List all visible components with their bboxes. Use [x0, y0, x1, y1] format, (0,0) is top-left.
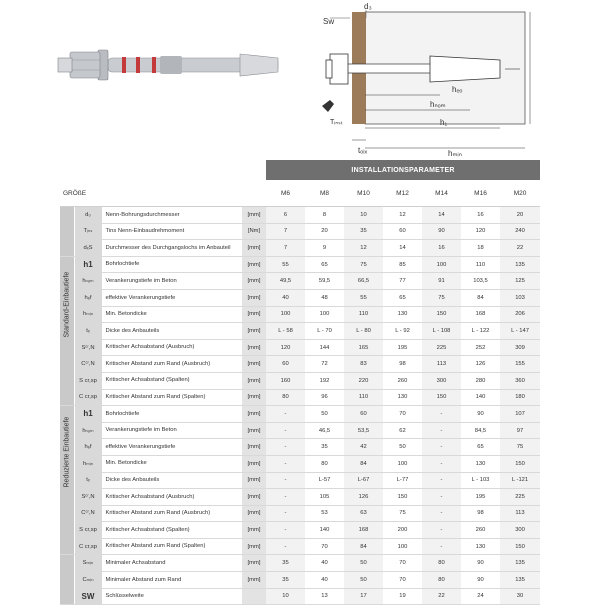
value-m8: 40: [305, 572, 344, 589]
label-hef: hₑₒ: [452, 85, 463, 94]
size-label: GRÖßE: [60, 180, 102, 207]
value-m20: 240: [500, 223, 540, 240]
table-row: [60, 339, 540, 356]
value-m12: 65: [383, 289, 422, 306]
label-hnom: hₙₒₘ: [430, 100, 446, 109]
value-m14: 75: [422, 289, 461, 306]
value-m14: 14: [422, 207, 461, 224]
param-description: Kritischer Achsabstand (Spalten): [102, 372, 242, 389]
value-m16: 84: [461, 289, 500, 306]
value-m6: -: [266, 538, 305, 555]
value-m12: L-77: [383, 472, 422, 489]
value-m14: -: [422, 522, 461, 539]
value-m6: -: [266, 472, 305, 489]
param-symbol: hₘᵢₙ: [74, 306, 102, 323]
value-m6: -: [266, 522, 305, 539]
param-description: Durchmesser des Durchgangslochs im Anbauteil: [102, 240, 242, 257]
param-description: Dicke des Anbauteils: [102, 472, 242, 489]
table-row: [60, 555, 540, 572]
value-m12: 62: [383, 422, 422, 439]
value-m16: 126: [461, 356, 500, 373]
value-m20: L -121: [500, 472, 540, 489]
param-unit: [mm]: [242, 289, 266, 306]
table-row: [60, 256, 540, 273]
param-unit: [mm]: [242, 339, 266, 356]
label-hmin: hₘᵢₙ: [448, 149, 462, 158]
param-symbol: Cᶜʳ,N: [74, 505, 102, 522]
value-m20: 107: [500, 406, 540, 423]
installation-drawing: [322, 2, 530, 158]
param-symbol: tₓ: [74, 323, 102, 340]
value-m20: 103: [500, 289, 540, 306]
group-label-cell: [60, 406, 74, 555]
value-m10: 50: [344, 572, 383, 589]
param-symbol: S cr,sp: [74, 522, 102, 539]
value-m6: -: [266, 489, 305, 506]
value-m12: 100: [383, 538, 422, 555]
param-symbol: SW: [74, 588, 102, 605]
param-symbol: hₑf: [74, 289, 102, 306]
value-m10: 168: [344, 522, 383, 539]
value-m10: 35: [344, 223, 383, 240]
group-label-cell: [60, 207, 74, 257]
param-symbol: Tᵢₙₛ: [74, 223, 102, 240]
value-m12: 75: [383, 505, 422, 522]
value-m12: 150: [383, 489, 422, 506]
value-m16: 65: [461, 439, 500, 456]
label-tfix: tₒᵢₓ: [358, 146, 368, 155]
value-m20: 309: [500, 339, 540, 356]
value-m16: L - 103: [461, 472, 500, 489]
value-m12: 260: [383, 372, 422, 389]
value-m16: 120: [461, 223, 500, 240]
param-unit: [mm]: [242, 472, 266, 489]
value-m10: 17: [344, 588, 383, 605]
param-unit: [mm]: [242, 240, 266, 257]
value-m6: 40: [266, 289, 305, 306]
param-description: Tins Nenn-Einbaudrehmoment: [102, 223, 242, 240]
value-m14: -: [422, 472, 461, 489]
value-m10: L-67: [344, 472, 383, 489]
value-m12: L - 92: [383, 323, 422, 340]
param-description: Schlüsselweite: [102, 588, 242, 605]
value-m8: 105: [305, 489, 344, 506]
param-description: Kritischer Abstand zum Rand (Ausbruch): [102, 505, 242, 522]
param-unit: [mm]: [242, 389, 266, 406]
size-m10: M10: [344, 180, 383, 207]
value-m6: 6: [266, 207, 305, 224]
table-row: [60, 522, 540, 539]
param-description: Minimaler Achsabstand: [102, 555, 242, 572]
anchor-bolt-photo: [58, 50, 278, 80]
value-m10: L - 80: [344, 323, 383, 340]
value-m20: 300: [500, 522, 540, 539]
value-m16: 90: [461, 572, 500, 589]
param-symbol: S cr,sp: [74, 372, 102, 389]
value-m6: 7: [266, 240, 305, 257]
param-unit: [mm]: [242, 538, 266, 555]
param-symbol: hₙₒₘ: [74, 422, 102, 439]
param-unit: [mm]: [242, 273, 266, 290]
value-m8: 13: [305, 588, 344, 605]
value-m16: 90: [461, 406, 500, 423]
value-m14: 113: [422, 356, 461, 373]
param-unit: [mm]: [242, 572, 266, 589]
value-m20: 113: [500, 505, 540, 522]
value-m16: 16: [461, 207, 500, 224]
label-df: d₃: [364, 2, 372, 11]
value-m16: 195: [461, 489, 500, 506]
value-m20: 155: [500, 356, 540, 373]
value-m8: 192: [305, 372, 344, 389]
value-m10: 75: [344, 256, 383, 273]
table-row: [60, 372, 540, 389]
value-m16: 24: [461, 588, 500, 605]
size-m14: M14: [422, 180, 461, 207]
param-unit: [mm]: [242, 439, 266, 456]
value-m12: 195: [383, 339, 422, 356]
value-m20: 125: [500, 273, 540, 290]
value-m12: 100: [383, 455, 422, 472]
value-m10: 60: [344, 406, 383, 423]
value-m20: 360: [500, 372, 540, 389]
value-m6: -: [266, 505, 305, 522]
value-m14: -: [422, 455, 461, 472]
table-row: [60, 306, 540, 323]
value-m6: -: [266, 439, 305, 456]
param-symbol: hₑf: [74, 439, 102, 456]
param-symbol: Cₘᵢₙ: [74, 572, 102, 589]
value-m8: 144: [305, 339, 344, 356]
value-m6: -: [266, 455, 305, 472]
param-description: Bohrlochtiefe: [102, 256, 242, 273]
value-m10: 66,5: [344, 273, 383, 290]
param-unit: [mm]: [242, 372, 266, 389]
value-m8: 96: [305, 389, 344, 406]
value-m10: 83: [344, 356, 383, 373]
value-m8: 48: [305, 289, 344, 306]
value-m14: 300: [422, 372, 461, 389]
value-m14: -: [422, 422, 461, 439]
table-row: [60, 439, 540, 456]
group-label: Standard-Einbautiefe: [63, 272, 71, 338]
value-m12: 85: [383, 256, 422, 273]
param-unit: [mm]: [242, 505, 266, 522]
table-row: [60, 240, 540, 257]
param-unit: [Nm]: [242, 223, 266, 240]
value-m16: 110: [461, 256, 500, 273]
param-description: Bohrlochtiefe: [102, 406, 242, 423]
param-symbol: tₓ: [74, 472, 102, 489]
value-m12: 77: [383, 273, 422, 290]
value-m10: 84: [344, 455, 383, 472]
param-symbol: h1: [74, 406, 102, 423]
value-m6: 35: [266, 572, 305, 589]
value-m8: 72: [305, 356, 344, 373]
value-m20: 180: [500, 389, 540, 406]
param-symbol: h1: [74, 256, 102, 273]
value-m8: 8: [305, 207, 344, 224]
table-row: [60, 455, 540, 472]
value-m14: 16: [422, 240, 461, 257]
value-m20: 135: [500, 256, 540, 273]
param-unit: [mm]: [242, 356, 266, 373]
param-symbol: Sₘᵢₙ: [74, 555, 102, 572]
value-m10: 50: [344, 555, 383, 572]
value-m16: 103,5: [461, 273, 500, 290]
value-m8: 140: [305, 522, 344, 539]
value-m16: 140: [461, 389, 500, 406]
value-m6: 100: [266, 306, 305, 323]
size-header-blank: [102, 180, 266, 207]
param-unit: [mm]: [242, 555, 266, 572]
value-m8: 65: [305, 256, 344, 273]
value-m16: 84,5: [461, 422, 500, 439]
value-m6: 35: [266, 555, 305, 572]
value-m12: 70: [383, 555, 422, 572]
value-m6: 10: [266, 588, 305, 605]
param-symbol: C cr,sp: [74, 538, 102, 555]
value-m10: 53,5: [344, 422, 383, 439]
param-symbol: dₓS: [74, 240, 102, 257]
value-m8: L - 70: [305, 323, 344, 340]
value-m12: 70: [383, 572, 422, 589]
value-m6: -: [266, 422, 305, 439]
value-m20: 135: [500, 555, 540, 572]
table-row: [60, 389, 540, 406]
param-symbol: d₀: [74, 207, 102, 224]
value-m12: 200: [383, 522, 422, 539]
value-m8: 80: [305, 455, 344, 472]
param-description: Kritischer Abstand zum Rand (Spalten): [102, 389, 242, 406]
value-m8: 50: [305, 406, 344, 423]
param-symbol: C cr,sp: [74, 389, 102, 406]
value-m14: 225: [422, 339, 461, 356]
value-m12: 19: [383, 588, 422, 605]
table-row: [60, 472, 540, 489]
value-m20: 20: [500, 207, 540, 224]
param-unit: [mm]: [242, 406, 266, 423]
value-m6: -: [266, 406, 305, 423]
value-m6: 7: [266, 223, 305, 240]
value-m16: 168: [461, 306, 500, 323]
param-description: Verankerungstiefe im Beton: [102, 422, 242, 439]
group-label-cell: [60, 555, 74, 605]
param-symbol: Sᶜʳ,N: [74, 339, 102, 356]
size-m16: M16: [461, 180, 500, 207]
table-row: [60, 223, 540, 240]
value-m20: 150: [500, 538, 540, 555]
value-m14: -: [422, 406, 461, 423]
value-m10: 84: [344, 538, 383, 555]
value-m6: 120: [266, 339, 305, 356]
value-m20: 150: [500, 455, 540, 472]
value-m8: 53: [305, 505, 344, 522]
label-h1: h₁: [440, 118, 448, 127]
value-m8: 70: [305, 538, 344, 555]
group-label-cell: [60, 256, 74, 405]
value-m20: 135: [500, 572, 540, 589]
value-m6: L - 58: [266, 323, 305, 340]
value-m14: 91: [422, 273, 461, 290]
param-description: Minimaler Abstand zum Rand: [102, 572, 242, 589]
value-m14: -: [422, 538, 461, 555]
table-row: [60, 323, 540, 340]
value-m12: 130: [383, 306, 422, 323]
value-m14: 90: [422, 223, 461, 240]
table-row: [60, 406, 540, 423]
value-m16: 252: [461, 339, 500, 356]
size-m20: M20: [500, 180, 540, 207]
param-description: effektive Verankerungstiefe: [102, 289, 242, 306]
value-m12: 70: [383, 406, 422, 423]
value-m16: 98: [461, 505, 500, 522]
value-m20: 206: [500, 306, 540, 323]
installation-parameter-table: [60, 160, 540, 605]
value-m8: 100: [305, 306, 344, 323]
label-tinst: Tᵢₙₛₜ: [330, 119, 343, 126]
table-row: [60, 422, 540, 439]
table-row: [60, 489, 540, 506]
value-m14: 80: [422, 555, 461, 572]
value-m10: 110: [344, 306, 383, 323]
value-m12: 12: [383, 207, 422, 224]
value-m12: 98: [383, 356, 422, 373]
param-symbol: Sᶜʳ,N: [74, 489, 102, 506]
value-m12: 130: [383, 389, 422, 406]
value-m8: 59,5: [305, 273, 344, 290]
table-title: INSTALLATIONSPARAMETER: [266, 160, 540, 180]
value-m14: 150: [422, 306, 461, 323]
value-m6: 160: [266, 372, 305, 389]
param-description: Verankerungstiefe im Beton: [102, 273, 242, 290]
param-description: Kritischer Abstand zum Rand (Spalten): [102, 538, 242, 555]
param-unit: [mm]: [242, 422, 266, 439]
value-m16: 130: [461, 455, 500, 472]
value-m10: 126: [344, 489, 383, 506]
table-header-row: [60, 160, 540, 180]
value-m8: 40: [305, 555, 344, 572]
value-m16: L - 122: [461, 323, 500, 340]
param-unit: [mm]: [242, 455, 266, 472]
param-description: Kritischer Achsabstand (Ausbruch): [102, 339, 242, 356]
value-m14: -: [422, 439, 461, 456]
value-m20: 97: [500, 422, 540, 439]
value-m10: 42: [344, 439, 383, 456]
value-m10: 63: [344, 505, 383, 522]
value-m6: 80: [266, 389, 305, 406]
value-m8: 20: [305, 223, 344, 240]
value-m12: 14: [383, 240, 422, 257]
value-m20: L - 147: [500, 323, 540, 340]
table-row: [60, 572, 540, 589]
param-unit: [mm]: [242, 306, 266, 323]
table-row: [60, 588, 540, 605]
param-symbol: hₘᵢₙ: [74, 455, 102, 472]
header-blank: [60, 160, 266, 180]
param-description: Min. Betondicke: [102, 455, 242, 472]
value-m14: -: [422, 505, 461, 522]
value-m10: 55: [344, 289, 383, 306]
value-m16: 18: [461, 240, 500, 257]
param-symbol: hₙₒₘ: [74, 273, 102, 290]
anchor-illustration: [0, 0, 600, 158]
value-m20: 75: [500, 439, 540, 456]
value-m14: L - 108: [422, 323, 461, 340]
table-row: [60, 289, 540, 306]
group-label: Reduzierte Einbautiefe: [63, 416, 71, 488]
value-m14: 100: [422, 256, 461, 273]
value-m8: 35: [305, 439, 344, 456]
param-unit: [mm]: [242, 522, 266, 539]
value-m10: 165: [344, 339, 383, 356]
param-description: Kritischer Achsabstand (Spalten): [102, 522, 242, 539]
value-m12: 60: [383, 223, 422, 240]
value-m20: 225: [500, 489, 540, 506]
table-row: [60, 505, 540, 522]
param-unit: [mm]: [242, 489, 266, 506]
value-m16: 130: [461, 538, 500, 555]
value-m6: 49,5: [266, 273, 305, 290]
value-m8: L-57: [305, 472, 344, 489]
value-m8: 46,5: [305, 422, 344, 439]
size-m6: M6: [266, 180, 305, 207]
value-m20: 30: [500, 588, 540, 605]
value-m14: 22: [422, 588, 461, 605]
label-sw: Sw: [323, 17, 335, 26]
table-row: [60, 356, 540, 373]
table-row: [60, 538, 540, 555]
value-m6: 55: [266, 256, 305, 273]
size-m8: M8: [305, 180, 344, 207]
value-m8: 9: [305, 240, 344, 257]
value-m10: 12: [344, 240, 383, 257]
param-description: Kritischer Abstand zum Rand (Ausbruch): [102, 356, 242, 373]
value-m16: 260: [461, 522, 500, 539]
value-m14: 150: [422, 389, 461, 406]
size-header-row: [60, 180, 540, 207]
param-description: effektive Verankerungstiefe: [102, 439, 242, 456]
param-symbol: Cᶜʳ,N: [74, 356, 102, 373]
value-m16: 280: [461, 372, 500, 389]
value-m20: 22: [500, 240, 540, 257]
param-description: Dicke des Anbauteils: [102, 323, 242, 340]
param-unit: [mm]: [242, 323, 266, 340]
table-row: [60, 207, 540, 224]
table-row: [60, 273, 540, 290]
value-m6: 60: [266, 356, 305, 373]
param-unit: [mm]: [242, 256, 266, 273]
wrench-icon: [322, 100, 334, 112]
param-unit: [242, 588, 266, 605]
value-m14: 80: [422, 572, 461, 589]
value-m10: 110: [344, 389, 383, 406]
value-m10: 220: [344, 372, 383, 389]
param-description: Nenn-Bohrungsdurchmesser: [102, 207, 242, 224]
size-m12: M12: [383, 180, 422, 207]
param-description: Min. Betondicke: [102, 306, 242, 323]
value-m14: -: [422, 489, 461, 506]
param-unit: [mm]: [242, 207, 266, 224]
value-m12: 50: [383, 439, 422, 456]
value-m10: 10: [344, 207, 383, 224]
value-m16: 90: [461, 555, 500, 572]
param-description: Kritischer Achsabstand (Ausbruch): [102, 489, 242, 506]
